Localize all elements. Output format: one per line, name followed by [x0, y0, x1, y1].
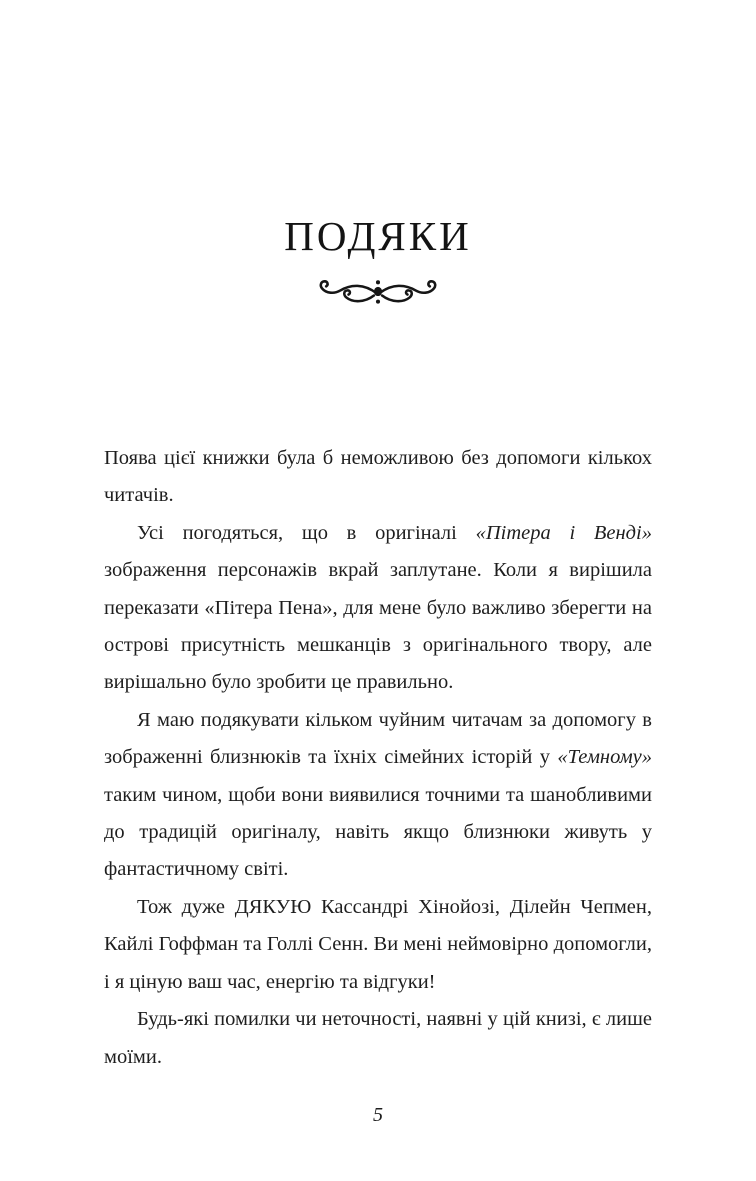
text-run: Я маю подякувати кільком чуйним читачам за допомогу в зображенні близнюків та їхніх сімейних історій у [104, 708, 652, 769]
paragraph [104, 889, 652, 1001]
chapter-title: ПОДЯКИ [284, 213, 472, 259]
text-run: зображення персонажів вкрай заплутане. Коли я вирішила переказати «Пітера Пена», для мене було важливо зберегти на острові присутність мешканців з оригінального твору, але вирішально було зробити це правильно. [104, 559, 652, 694]
body-text [104, 440, 652, 1076]
paragraph [104, 440, 652, 515]
text-run: Усі погодяться, що в оригіналі [137, 521, 476, 544]
italic-text-run: «Пітера і Венді» [475, 521, 652, 544]
italic-text-run: «Темному» [557, 746, 652, 769]
text-run: Тож дуже ДЯКУЮ Кассандрі Хінойозі, Ділейн Чепмен, Кайлі Гоффман та Голлі Сенн. Ви мені неймовірно допомогли, і я ціную ваш час, енергію та відгуки! [104, 895, 652, 993]
flourish-ornament-icon [0, 276, 756, 309]
paragraph [104, 1001, 652, 1076]
paragraph [104, 702, 652, 889]
paragraph [104, 515, 652, 702]
text-run: Поява цієї книжки була б неможливою без допомоги кількох читачів. [104, 447, 652, 507]
page-number: 5 [373, 1104, 383, 1126]
text-run: таким чином, щоби вони виявилися точними та шанобливими до традицій оригіналу, навіть якщо близнюки живуть у фантастичному світі. [104, 783, 652, 881]
text-run: Будь-які помилки чи неточності, наявні у цій книзі, є лише моїми. [104, 1008, 652, 1068]
